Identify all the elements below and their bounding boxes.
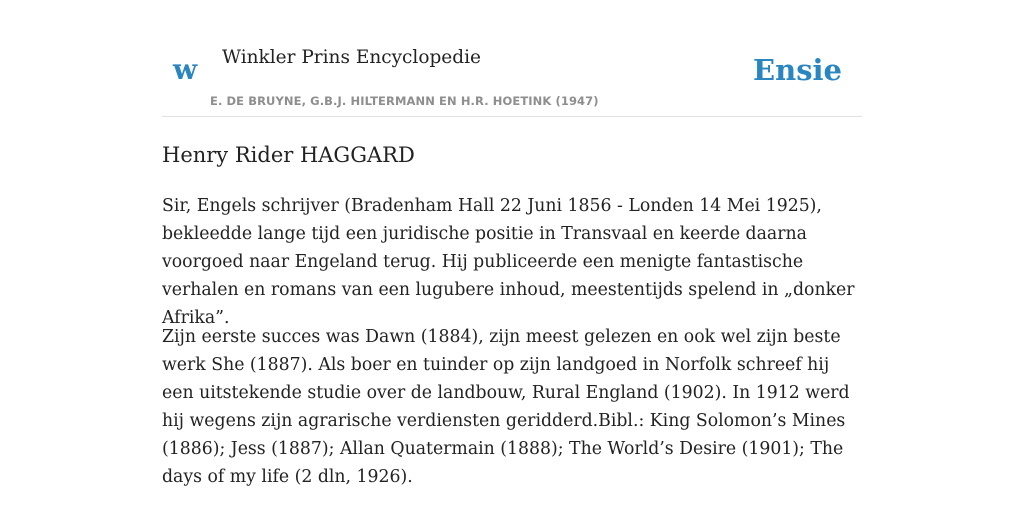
- article-paragraph: Sir, Engels schrijver (Bradenham Hall 22 Juni 1856 - Londen 14 Mei 1925), bekleedde lange tijd een juridische positie in Transvaal en keerde daarna voorgoed naar Engeland terug. Hij publiceerde een menigte fantastische verhalen en romans van een lugubere inhoud, meestentijds spelend in „donker Afrika”.: [162, 196, 855, 328]
- encyclopedia-logo[interactable]: w: [173, 53, 198, 86]
- site-header: [162, 0, 862, 117]
- encyclopedia-authors: E. DE BRUYNE, G.B.J. HILTERMANN EN H.R. HOETINK (1947): [210, 94, 599, 108]
- article-title: Henry Rider HAGGARD: [162, 143, 415, 167]
- article-paragraph: Zijn eerste succes was Dawn (1884), zijn meest gelezen en ook wel zijn beste werk She (1887). Als boer en tuinder op zijn landgoed in Norfolk schreef hij een uitstekende studie over de landbouw, Rural England (1902). In 1912 werd hij wegens zijn agrarische verdiensten geridderd.Bibl.: King Solomon’s Mines (1886); Jess (1887); Allan Quatermain (1888); The World’s Desire (1901); The days of my life (2 dln, 1926).: [162, 327, 850, 487]
- encyclopedia-title[interactable]: Winkler Prins Encyclopedie: [222, 47, 481, 68]
- ensie-brand-logo[interactable]: Ensie: [753, 53, 842, 87]
